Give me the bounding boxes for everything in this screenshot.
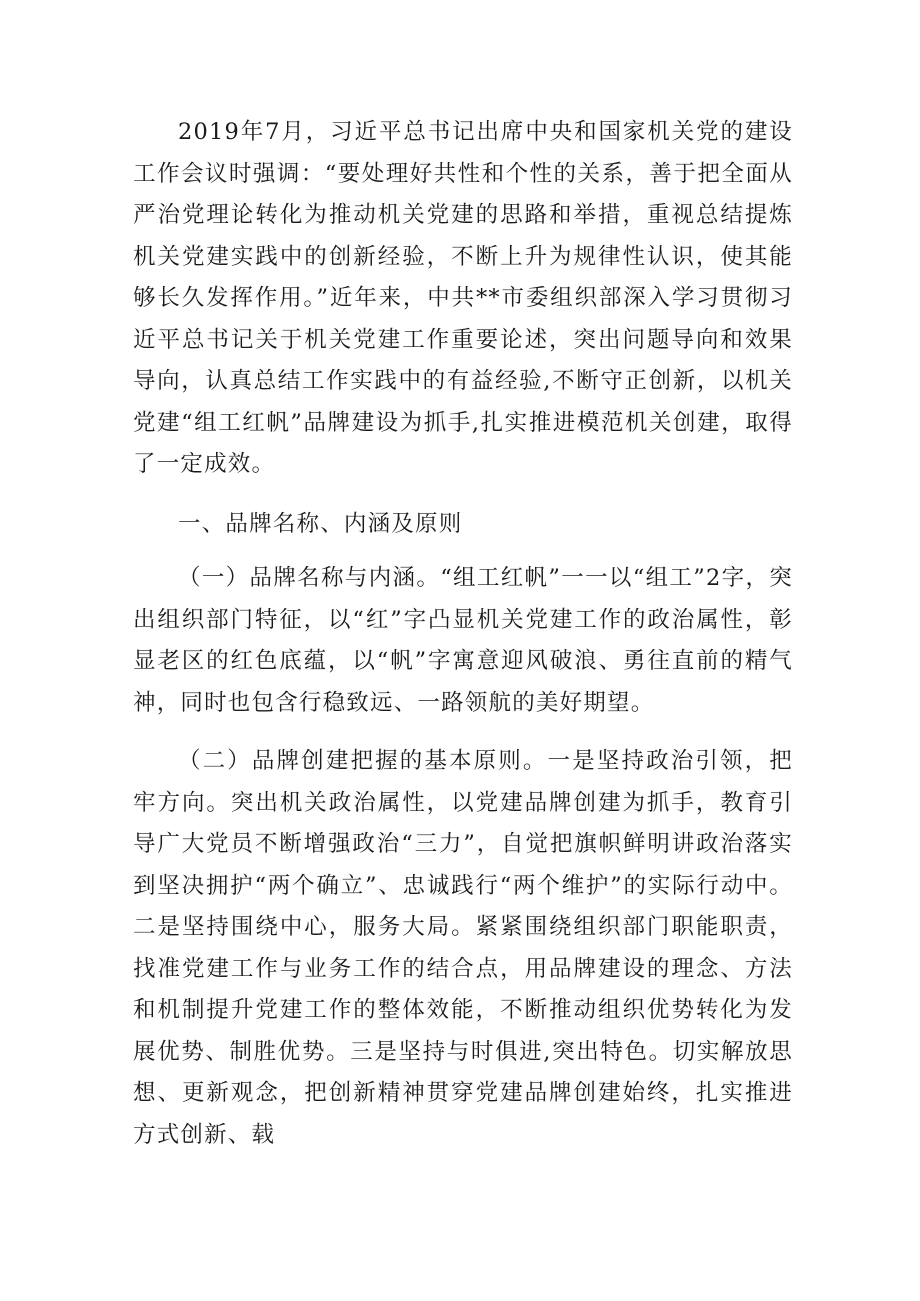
document-body (133, 112, 793, 1156)
section-heading: 一、品牌名称、内涵及原则 (178, 510, 463, 537)
principles-paragraph: （二）品牌创建把握的基本原则。一是坚持政治引领，把牢方向。突出机关政治属性，以党建品牌创建为抓手，教育引导广大党员不断增强政治“三力”，自觉把旗帜鲜明讲政治落实到坚决拥护“两个确立”、忠诚践行“两个维护”的实际行动中。二是坚持围绕中心，服务大局。紧紧围绕组织部门职能职责，找准党建工作与业务工作的结合点，用品牌建设的理念、方法和机制提升党建工作的整体效能，不断推动组织优势转化为发展优势、制胜优势。三是坚持与时俱进,突出特色。切实解放思想、更新观念，把创新精神贯穿党建品牌创建始终，扎实推进方式创新、载 (133, 748, 793, 1148)
intro-paragraph: 2019年7月，习近平总书记出席中央和国家机关党的建设工作会议时强调：“要处理好共性和个性的关系，善于把全面从严治党理论转化为推动机关党建的思路和举措，重视总结提炼机关党建实践中的创新经验，不断上升为规律性认识，使其能够长久发挥作用。”近年来，中共**市委组织部深入学习贯彻习近平总书记关于机关党建工作重要论述，突出问题导向和效果导向，认真总结工作实践中的有益经验,不断守正创新，以机关党建“组工红帆”品牌建设为抓手,扎实推进模范机关创建，取得了一定成效。 (133, 119, 793, 477)
brand-meaning-paragraph: （一）品牌名称与内涵。“组工红帆”一一以“组工”2字，突出组织部门特征，以“红”字凸显机关党建工作的政治属性，彰显老区的红色底蕴，以“帆”字寓意迎风破浪、勇往直前的精气神，同时也包含行稳致远、一路领航的美好期望。 (133, 565, 793, 716)
